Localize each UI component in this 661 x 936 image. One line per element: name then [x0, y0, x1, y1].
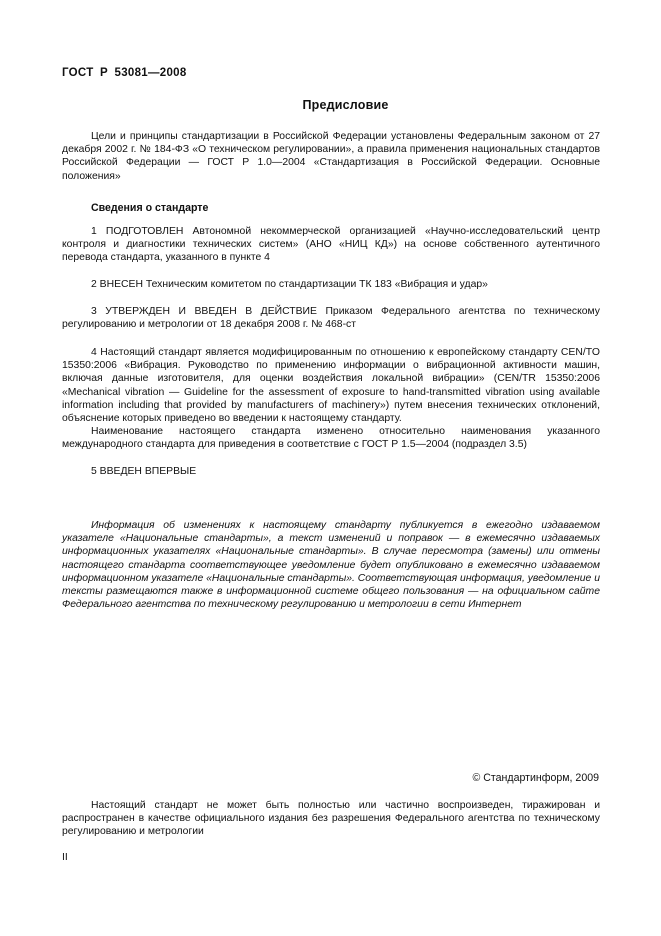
info-heading: Сведения о стандарте: [91, 202, 209, 214]
item-5-paragraph: 5 ВВЕДЕН ВПЕРВЫЕ: [91, 466, 197, 477]
standard-code-header: ГОСТ Р 53081—2008: [62, 67, 187, 79]
item-3-paragraph: 3 УТВЕРЖДЕН И ВВЕДЕН В ДЕЙСТВИЕ Приказом Федерального агентства по техническому регулированию и метрологии от 18 декабря 2008 г. № 468-ст: [62, 306, 600, 331]
intro-paragraph: Цели и принципы стандартизации в Российской Федерации установлены Федеральным законом от 27 декабря 2002 г. № 184-ФЗ «О техническом регулировании», а правила применения национальных стандартов Российской Федерации — ГОСТ Р 1.0—2004 «Стандартизация в Российской Федерации. Основные положения»: [62, 131, 600, 182]
item-4-paragraph: 4 Настоящий стандарт является модифицированным по отношению к европейскому стандарту CEN/TO 15350:2006 «Вибрация. Руководство по применению информации о вибрационной активности машин, включая данные изготовителя, для оценки воздействия локальной вибрации» (CEN/TR 15350:2006 «Mechanical vibration — Guideline for the assessment of exposure to hand-transmitted vibration using available information including that provided by manufacturers of machinery») путем внесения технических отклонений, объяснение которых приведено во введении к настоящему стандарту.: [62, 347, 600, 425]
page-title: Предисловие: [302, 98, 389, 112]
page-number: II: [62, 852, 68, 863]
notice-paragraph: Информация об изменениях к настоящему стандарту публикуется в ежегодно издаваемом указателе «Национальные стандарты», а текст изменений и поправок — в ежемесячно издаваемых информационных указателях «Национальные стандарты». В случае пересмотра (замены) или отмены настоящего стандарта соответствующее уведомление будет опубликовано в ежемесячно издаваемом информационном указателе «Национальные стандарты». Соответствующая информация, уведомление и тексты размещаются также в информационной системе общего пользования — на официальном сайте Федерального агентства по техническому регулированию и метрологии в сети Интернет: [62, 520, 600, 611]
reproduction-paragraph: Настоящий стандарт не может быть полностью или частично воспроизведен, тиражирован и распространен в качестве официального издания без разрешения Федерального агентства по техническому регулированию и метрологии: [62, 800, 600, 838]
item-2-paragraph: 2 ВНЕСЕН Техническим комитетом по стандартизации ТК 183 «Вибрация и удар»: [91, 279, 488, 290]
copyright-line: © Стандартинформ, 2009: [472, 772, 599, 784]
item-4-note-paragraph: Наименование настоящего стандарта изменено относительно наименования указанного международного стандарта для приведения в соответствие с ГОСТ Р 1.5—2004 (подраздел 3.5): [62, 426, 600, 451]
item-1-paragraph: 1 ПОДГОТОВЛЕН Автономной некоммерческой организацией «Научно-исследовательский центр контроля и диагностики технических систем» (АНО «НИЦ КД») на основе собственного аутентичного перевода стандарта, указанного в пункте 4: [62, 226, 600, 264]
